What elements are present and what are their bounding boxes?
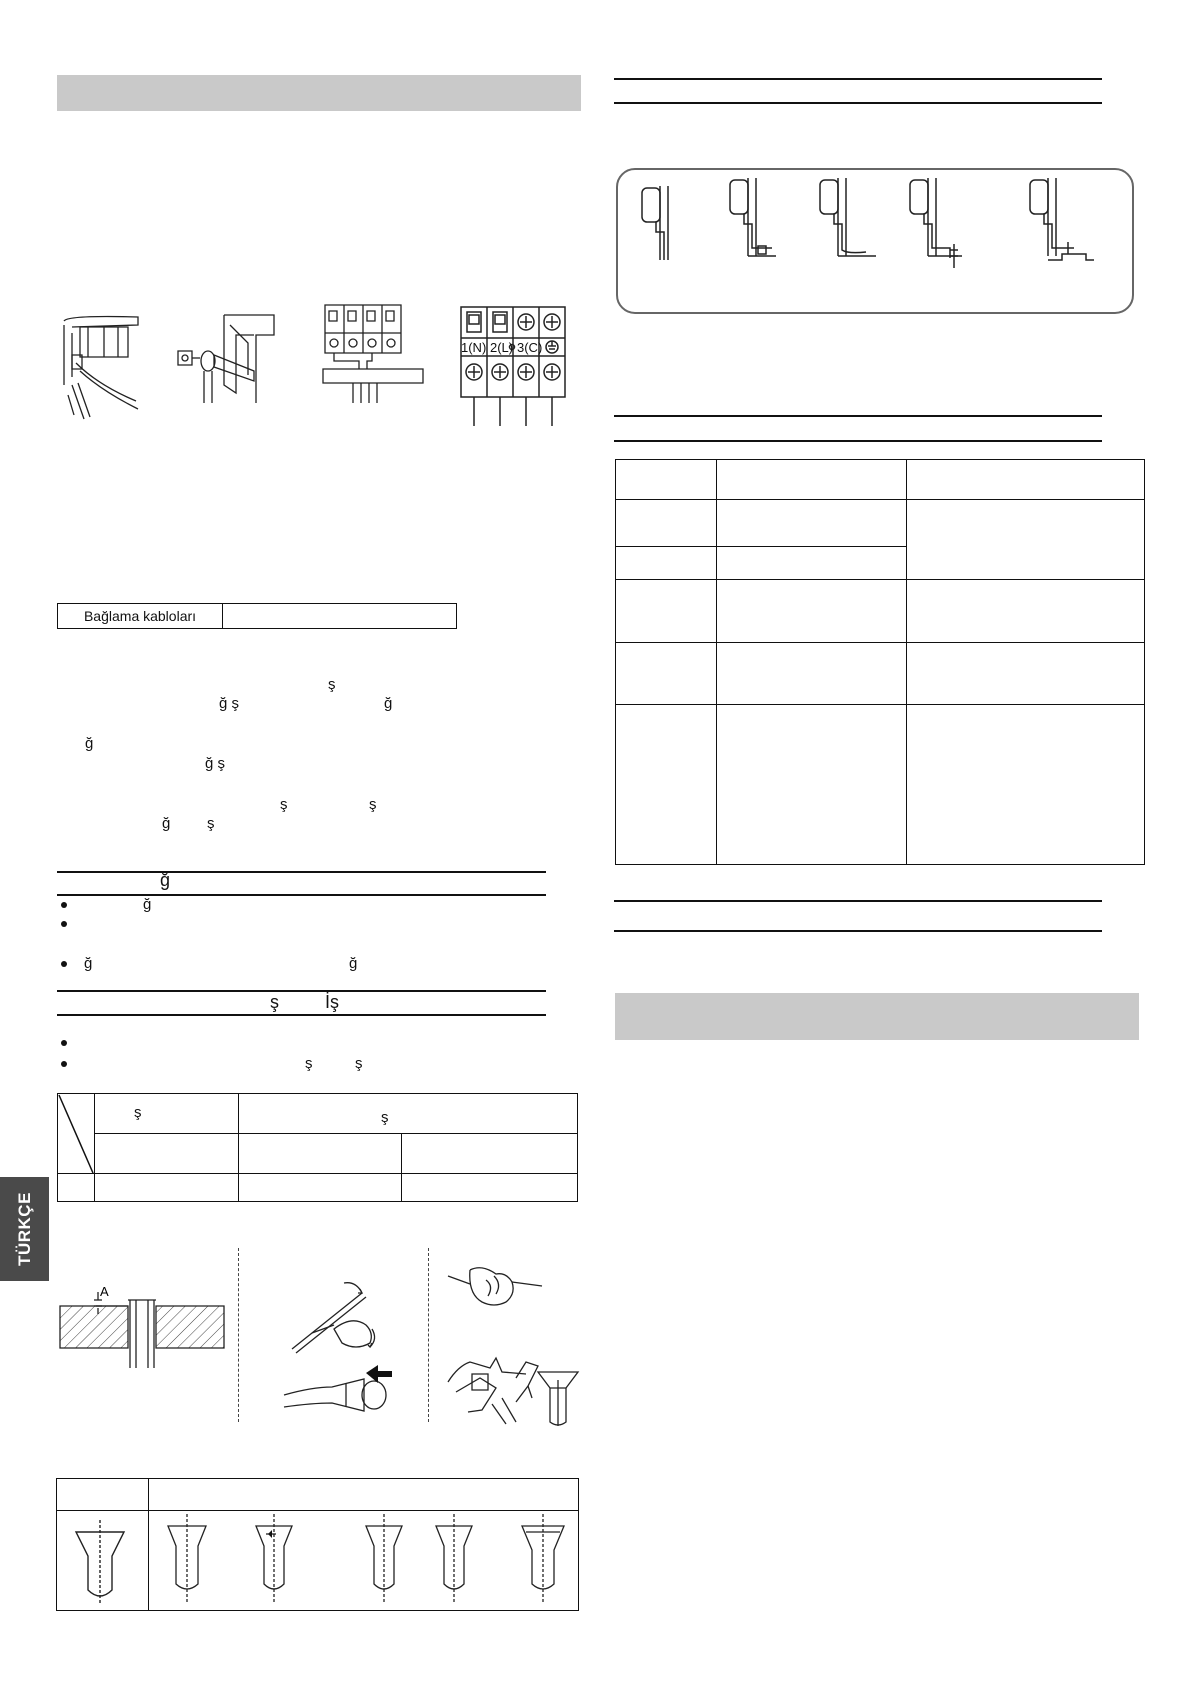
terminal-board <box>460 306 566 426</box>
language-tab-label: TÜRKÇE <box>14 1192 34 1266</box>
text-fragment: ğ <box>162 815 171 832</box>
divider-vertical <box>238 1248 239 1422</box>
indoor-unit-wiring-illustration <box>58 315 142 421</box>
flare-shape-correct <box>74 1518 126 1604</box>
terminal-label-3c: 3(C) <box>517 340 543 355</box>
connection-cable-label: Bağlama kabloları <box>58 604 223 628</box>
flare-dimension-label: A <box>100 1284 109 1299</box>
rule <box>614 102 1102 104</box>
section-header-bar-left <box>57 75 581 111</box>
flare-depth-diagram <box>58 1252 226 1370</box>
text-fragment: ğ <box>143 896 152 913</box>
text-fragment: ğ ş <box>205 755 226 772</box>
connection-cable-spec-box <box>57 603 457 629</box>
table-header-fragment: ş <box>381 1109 389 1126</box>
terminal-label-1n: 1(N) <box>461 340 487 355</box>
rule <box>57 894 546 896</box>
pipe-cutter-illustration <box>282 1275 394 1425</box>
rule <box>614 78 1102 80</box>
text-fragment: ğ <box>84 955 93 972</box>
bullet <box>61 1061 67 1067</box>
bullet <box>61 961 67 967</box>
subsection-heading-fragment: ş <box>270 992 279 1012</box>
connection-cable-value <box>223 604 456 628</box>
text-fragment: ş <box>207 815 215 832</box>
rule <box>57 1014 546 1016</box>
rule <box>614 930 1102 932</box>
rule <box>614 415 1102 417</box>
bullet <box>61 921 67 927</box>
text-fragment: ş <box>328 676 336 693</box>
text-fragment: ş <box>280 796 288 813</box>
divider-vertical <box>428 1248 429 1422</box>
table-diagonal-line <box>57 1093 95 1175</box>
flare-shapes-incorrect <box>160 1512 580 1604</box>
text-fragment: ğ <box>349 955 358 972</box>
terminal-block-diagram <box>323 305 423 405</box>
terminal-label-2l: 2(L) <box>490 340 514 355</box>
rule <box>614 440 1102 442</box>
text-fragment: ğ ş <box>219 695 240 712</box>
text-fragment: ş <box>305 1055 313 1072</box>
terminal-screw-illustration <box>174 315 276 405</box>
table-header-fragment: ş <box>134 1104 142 1121</box>
right-spec-table <box>615 459 1145 865</box>
drain-pipe-diagram <box>616 168 1134 314</box>
text-fragment: ş <box>369 796 377 813</box>
bullet <box>61 1040 67 1046</box>
rule <box>57 990 546 992</box>
text-fragment: ş <box>355 1055 363 1072</box>
flaring-tool-illustration <box>446 1262 580 1430</box>
rule <box>614 900 1102 902</box>
rule <box>57 871 546 873</box>
subsection-heading-fragment: İş <box>325 992 340 1012</box>
text-fragment: ğ <box>85 735 94 752</box>
text-fragment: ğ <box>384 695 393 712</box>
language-tab <box>0 1177 49 1281</box>
section-header-bar-right <box>615 993 1139 1040</box>
bullet <box>61 902 67 908</box>
subsection-heading-fragment: ğ <box>160 870 171 890</box>
